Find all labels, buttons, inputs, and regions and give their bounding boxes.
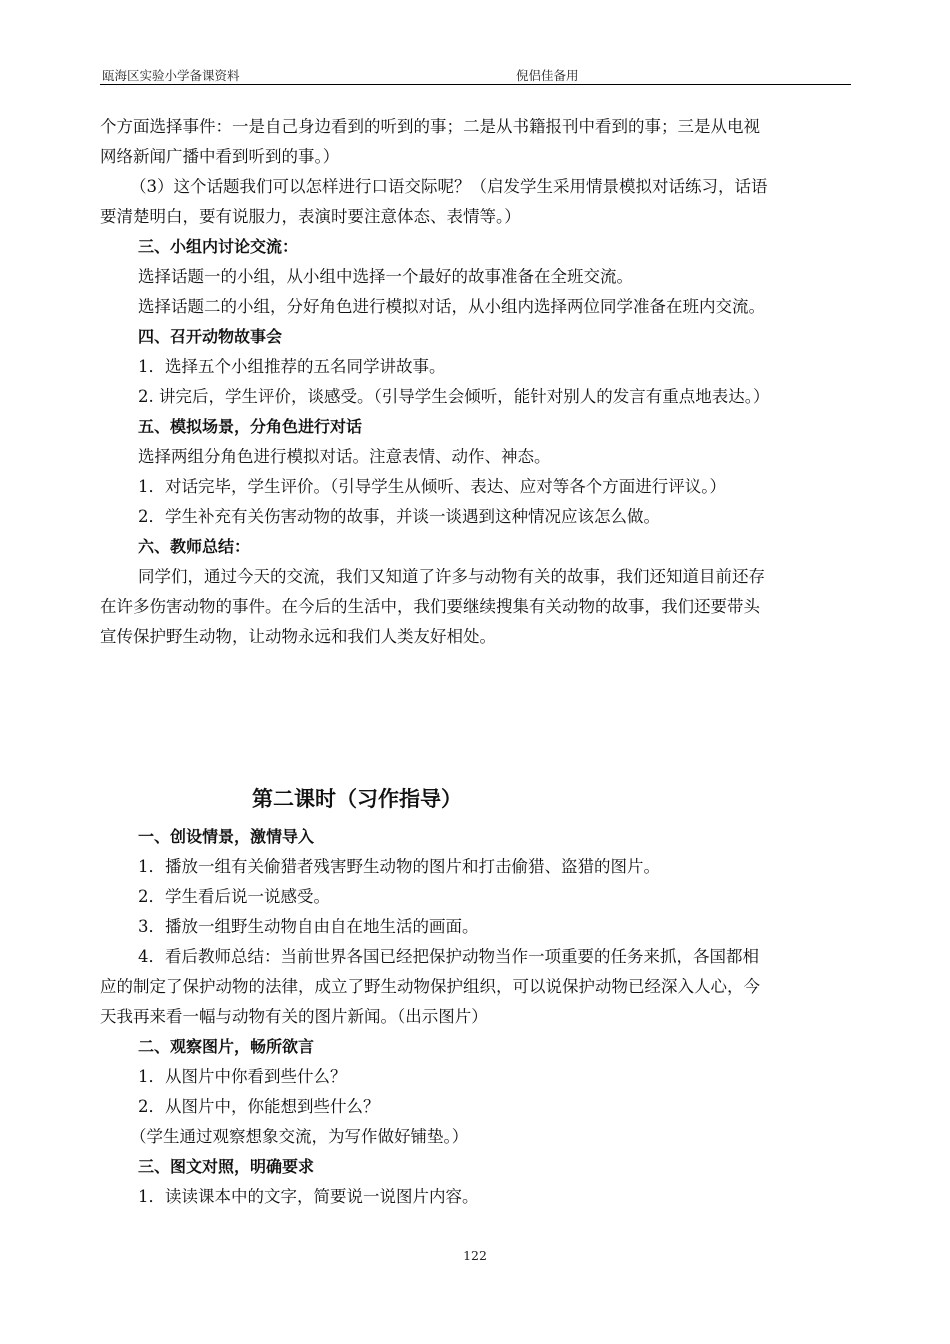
paragraph-line: （3）这个话题我们可以怎样进行口语交际呢？（启发学生采用情景模拟对话练习，话语 <box>130 177 768 196</box>
blank-space <box>100 652 851 782</box>
page-number: 122 <box>463 1248 487 1263</box>
paragraph-line: 个方面选择事件：一是自己身边看到的听到的事；二是从书籍报刊中看到的事；三是从电视 <box>100 117 760 136</box>
paragraph-line: （学生通过观察想象交流，为写作做好铺垫。） <box>130 1127 469 1146</box>
section-heading: 二、观察图片，畅所欲言 <box>138 1037 315 1056</box>
paragraph-line: 在许多伤害动物的事件。在今后的生活中，我们要继续搜集有关动物的故事，我们还要带头 <box>100 597 760 616</box>
list-item: 2．学生看后说一说感受。 <box>138 887 330 906</box>
section-heading: 一、创设情景，激情导入 <box>138 827 315 846</box>
header-author: 倪侣佳备用 <box>516 68 579 83</box>
list-item: 2．从图片中，你能想到些什么？ <box>138 1097 380 1116</box>
section-heading: 四、召开动物故事会 <box>138 327 283 346</box>
list-item: 1．对话完毕，学生评价。（引导学生从倾听、表达、应对等各个方面进行评议。） <box>138 477 726 496</box>
paragraph-line: 宣传保护野生动物，让动物永远和我们人类友好相处。 <box>100 627 496 646</box>
lesson-title: 第二课时（习作指导） <box>252 787 462 811</box>
document-body <box>100 112 851 1212</box>
section-heading: 三、小组内讨论交流： <box>138 237 299 256</box>
list-item: 4．看后教师总结：当前世界各国已经把保护动物当作一项重要的任务来抓，各国都相 <box>138 947 759 966</box>
page-header <box>100 66 851 85</box>
paragraph-line: 同学们，通过今天的交流，我们又知道了许多与动物有关的故事，我们还知道目前还存 <box>138 567 765 586</box>
list-item: 2. 讲完后，学生评价，谈感受。（引导学生会倾听，能针对别人的发言有重点地表达。） <box>138 387 770 406</box>
list-item: 1．选择五个小组推荐的五名同学讲故事。 <box>138 357 446 376</box>
section-heading: 六、教师总结： <box>138 537 251 556</box>
list-item: 1．从图片中你看到些什么？ <box>138 1067 347 1086</box>
list-item: 2．学生补充有关伤害动物的故事，并谈一谈遇到这种情况应该怎么做。 <box>138 507 660 526</box>
paragraph-line: 网络新闻广播中看到听到的事。） <box>100 147 340 166</box>
list-item: 3．播放一组野生动物自由自在地生活的画面。 <box>138 917 479 936</box>
paragraph-line: 选择话题一的小组，从小组中选择一个最好的故事准备在全班交流。 <box>138 267 633 286</box>
paragraph-line: 选择话题二的小组，分好角色进行模拟对话，从小组内选择两位同学准备在班内交流。 <box>138 297 765 316</box>
paragraph-line: 选择两组分角色进行模拟对话。注意表情、动作、神态。 <box>138 447 551 466</box>
section-heading: 五、模拟场景，分角色进行对话 <box>138 417 363 436</box>
section-heading: 三、图文对照，明确要求 <box>138 1157 315 1176</box>
list-item: 1．播放一组有关偷猎者残害野生动物的图片和打击偷猎、盗猎的图片。 <box>138 857 660 876</box>
paragraph-line: 要清楚明白，要有说服力，表演时要注意体态、表情等。） <box>100 207 521 226</box>
paragraph-line: 天我再来看一幅与动物有关的图片新闻。（出示图片） <box>100 1007 488 1026</box>
list-item: 1．读读课本中的文字，简要说一说图片内容。 <box>138 1187 479 1206</box>
paragraph-line: 应的制定了保护动物的法律，成立了野生动物保护组织，可以说保护动物已经深入人心，今 <box>100 977 760 996</box>
header-school-name: 瓯海区实验小学备课资料 <box>102 68 240 83</box>
